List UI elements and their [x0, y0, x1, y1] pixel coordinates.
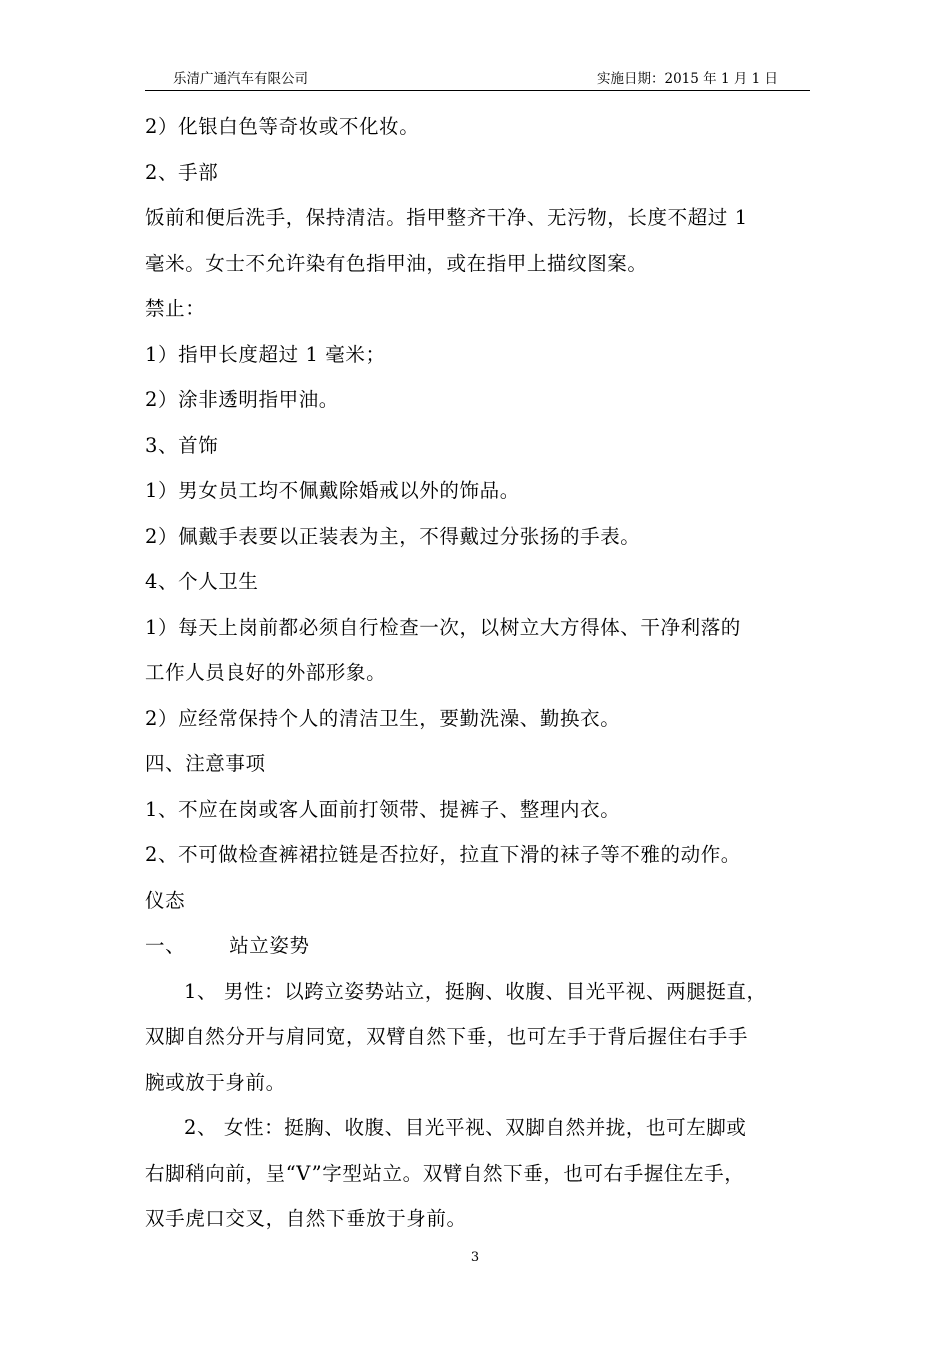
text-line: 1）男女员工均不佩戴除婚戒以外的饰品。: [145, 479, 520, 502]
text-line: 2）应经常保持个人的清洁卫生，要勤洗澡、勤换衣。: [145, 706, 621, 730]
subheading-hygiene: 4、个人卫生: [145, 570, 259, 593]
text-line: 腕或放于身前。: [145, 1070, 286, 1094]
section-heading-posture: 仪态: [145, 888, 186, 912]
text-line: 2）化银白色等奇妆或不化妆。: [145, 115, 420, 138]
text-line: 双脚自然分开与肩同宽，双臂自然下垂，也可左手于背后握住右手手: [145, 1025, 749, 1048]
text-line: 1、不应在岗或客人面前打领带、提裤子、整理内衣。: [145, 797, 621, 821]
header-effective-date: 实施日期：2015 年 1 月 1 日: [597, 71, 778, 87]
text-line: 毫米。女士不允许染有色指甲油，或在指甲上描纹图案。: [145, 251, 648, 275]
section-heading-notes: 四、注意事项: [145, 752, 266, 775]
text-line: 1）指甲长度超过 1 毫米；: [145, 342, 386, 366]
text-line: 1、 男性：以跨立姿势站立，挺胸、收腹、目光平视、两腿挺直，: [184, 979, 767, 1003]
text-line: 禁止：: [145, 297, 206, 320]
document-body: [145, 104, 810, 1242]
text-line: 2、 女性：挺胸、收腹、目光平视、双脚自然并拢，也可左脚或: [184, 1116, 747, 1139]
subsection-number: 一、: [145, 934, 186, 957]
subheading-hands: 2、手部: [145, 160, 219, 184]
subheading-jewelry: 3、首饰: [145, 433, 219, 457]
text-line: 2）佩戴手表要以正装表为主，不得戴过分张扬的手表。: [145, 524, 641, 548]
subsection-title: 站立姿势: [229, 934, 310, 957]
text-line: 1）每天上岗前都必须自行检查一次，以树立大方得体、干净利落的: [145, 615, 741, 639]
subsection-heading-standing: [145, 923, 810, 969]
page-number: 3: [470, 1250, 480, 1265]
page-header: [145, 68, 810, 91]
text-line: 2、不可做检查裤裙拉链是否拉好，拉直下滑的袜子等不雅的动作。: [145, 843, 741, 866]
text-line: 右脚稍向前，呈“V”字型站立。双臂自然下垂，也可右手握住左手，: [145, 1161, 745, 1185]
header-company-name: 乐清广通汽车有限公司: [173, 71, 308, 87]
text-line: 双手虎口交叉，自然下垂放于身前。: [145, 1207, 467, 1230]
text-line: 饭前和便后洗手，保持清洁。指甲整齐干净、无污物，长度不超过 1: [145, 206, 748, 229]
text-line: 工作人员良好的外部形象。: [145, 661, 387, 684]
text-line: 2）涂非透明指甲油。: [145, 388, 339, 411]
